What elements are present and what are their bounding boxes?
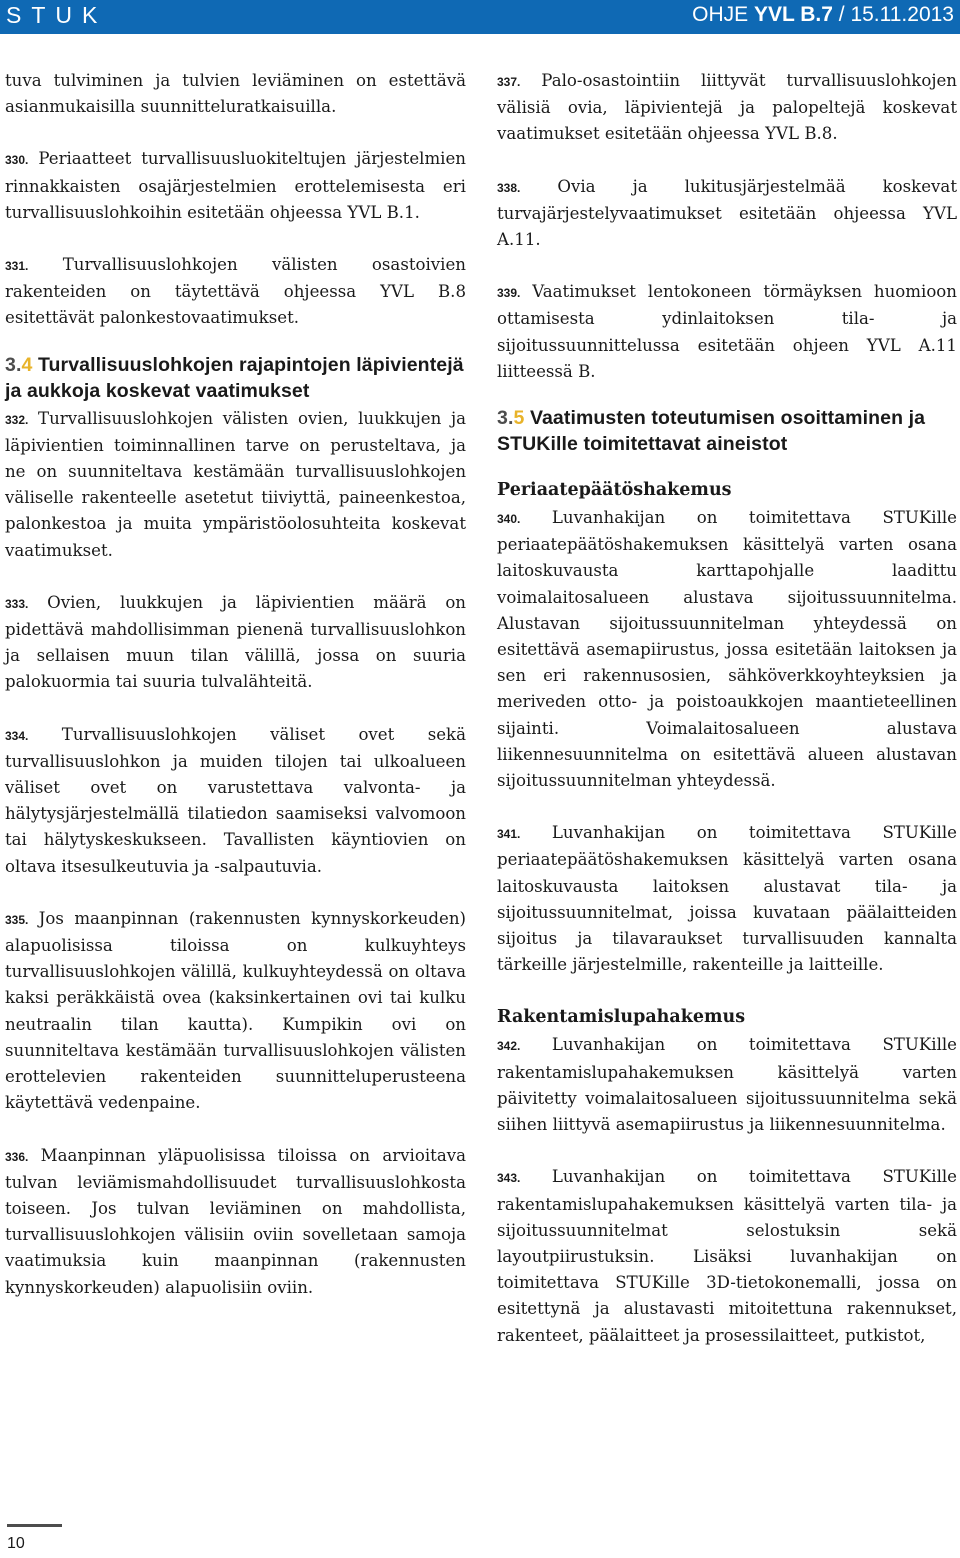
guide-reference: OHJE YVL B.7 / 15.11.2013 xyxy=(692,3,954,26)
right-column xyxy=(497,68,957,1353)
guide-code: YVL B.7 xyxy=(753,3,833,26)
paragraph-332: 332. Turvallisuuslohkojen välisten ovien, luukkujen ja läpivientien toiminnallinen tarve on perusteltava, ja ne on suunniteltava kestämään turvallisuuslohkojen väliselle rakenteelle asetetut tiiviyttä, paineenkestoa, palonkestoa ja muita ympäristöolosuhteita koskevat vaatimukset. xyxy=(5,408,466,560)
paragraph-338: 338. Ovia ja lukitusjärjestelmää koskevat turvajärjestelyvaatimukset esitetään ohjeessa YVL A.11. xyxy=(497,176,957,250)
paragraph-number: 335. xyxy=(5,912,29,927)
footer-rule xyxy=(7,1524,62,1527)
paragraph-334: 334. Turvallisuuslohkojen väliset ovet sekä turvallisuuslohkon ja muiden tilojen tai ulkoalueen väliset ovet on varustettava valvonta- ja hälytysjärjestelmällä tilatiedon saamiseksi valvomoon tai hälytyskeskukseen. Tavallisten käyntiovien on oltava itsesulkeutuvia ja -salpautuvia. xyxy=(5,724,466,876)
section-heading-3-4: 3.4 Turvallisuuslohkojen rajapintojen läpivientejä ja aukkoja koskevat vaatimukset xyxy=(5,353,464,402)
paragraph-335: 335. Jos maanpinnan (rakennusten kynnyskorkeuden) alapuolisissa tiloissa on kulkuyhteys turvallisuuslohkojen välillä, kulkuyhteydessä on oltava kaksi peräkkäistä ovea (kaksinkertainen ovi tai kulku neutraalin tilan kautta). Kumpikin ovi on suunniteltava kestämään turvallisuuslohkojen välisten erottelevien rakenteiden suunnitteluperusteena käytettävä vedenpaine. xyxy=(5,908,466,1113)
paragraph-number: 334. xyxy=(5,728,29,743)
paragraph-number: 332. xyxy=(5,412,29,427)
stuk-logo-text: STUK xyxy=(6,2,108,28)
paragraph-continuation: tuva tulviminen ja tulvien leviäminen on estettävä asianmukaisilla suunnitteluratkaisuilla. xyxy=(5,71,466,117)
paragraph-339: 339. Vaatimukset lentokoneen törmäyksen huomioon ottamisesta ydinlaitoksen tila- ja sijoitussuunnittelussa esitetään ohjeen YVL A.11 liitteessä B. xyxy=(497,282,957,381)
paragraph-333: 333. Ovien, luukkujen ja läpivientien määrä on pidettävä mahdollisimman pienenä turvallisuuslohkon ja sellaisen muun tilan välillä, jossa on suuria palokuormia tai suuria tulvalähteitä. xyxy=(5,592,466,692)
paragraph-number: 338. xyxy=(497,180,521,195)
paragraph-330: 330. Periaatteet turvallisuusluokiteltujen järjestelmien rinnakkaisten osajärjestelmien erottelemisesta eri turvallisuuslohkoihin esitetään ohjeessa YVL B.1. xyxy=(5,149,466,222)
paragraph-number: 330. xyxy=(5,153,29,168)
left-column xyxy=(5,68,466,1327)
paragraph-340: 340. Luvanhakijan on toimitettava STUKille periaatepäätöshakemuksen käsittelyä varten osana laitoskuvausta karttapohjalle laadittu voimalaitosalueen alustava sijoitussuunnitelma. Alustavan sijoitussuunnitelman yhteydessä on esitettävä asemapiirustus, jossa esitetään laitoksen ja sen eri rakennusosien, sähköverkkoyhteyksien ja meriveden otto- ja poistoaukkojen maantieteellinen sijainti. Voimalaitosalueen alustava liikennesuunnitelma on esitettävä alueen alustavan sijoitussuunnitelman yhteydessä. xyxy=(497,508,957,791)
paragraph-number: 341. xyxy=(497,827,521,842)
paragraph-341: 341. Luvanhakijan on toimitettava STUKille periaatepäätöshakemuksen käsittelyä varten osana laitoskuvausta laitoksen alustavat tila- ja sijoitussuunnitelmat, joissa kuvataan päälaitteiden sijoitus ja tilavaraukset turvallisuuden kannalta tärkeille järjestelmille, rakenteille ja laitteille. xyxy=(497,823,957,975)
paragraph-number: 340. xyxy=(497,512,521,527)
paragraph-342: 342. Luvanhakijan on toimitettava STUKille rakentamislupahakemuksen käsittelyä varten päivitetty voimalaitosalueen sijoitussuunnitelma sekä siihen liittyvä asemapiirustus ja liikennesuunnitelma. xyxy=(497,1035,957,1135)
paragraph-number: 333. xyxy=(5,596,29,611)
paragraph-343: 343. Luvanhakijan on toimitettava STUKille rakentamislupahakemuksen käsittelyä varten tila- ja sijoitussuunnitelmat selostuksin sekä layoutpiirustuksin. Lisäksi luvanhakijan on toimitettava STUKille 3D-tietokonemalli, jossa on esitettynä ja alustavasti mitoitettuna rakennukset, rakenteet, päälaitteet ja prosessilaitteet, putkistot, xyxy=(497,1167,957,1345)
paragraph-331: 331. Turvallisuuslohkojen välisten osastoivien rakenteiden on täytettävä ohjeessa YVL B.8 esitettävät palonkestovaatimukset. xyxy=(5,255,466,328)
paragraph-337: 337. Palo-osastointiin liittyvät turvallisuuslohkojen välisiä ovia, läpivientejä ja palopeltejä koskevat vaatimukset esitetään ohjeessa YVL B.8. xyxy=(497,71,957,144)
subheading-periaatepaatoshakemus: Periaatepäätöshakemus xyxy=(497,480,732,501)
section-heading-3-5: 3.5 Vaatimusten toteutumisen osoittaminen ja STUKille toimitettavat aineistot xyxy=(497,407,926,456)
paragraph-number: 337. xyxy=(497,75,521,89)
paragraph-number: 343. xyxy=(497,1171,521,1186)
paragraph-336: 336. Maanpinnan yläpuolisissa tiloissa on arvioitava tulvan leviämismahdollisuudet turvallisuuslohkosta toiseen. Jos tulvan leviäminen on mahdollista, turvallisuuslohkojen välisiin oviin sovelletaan samoja vaatimuksia kuin maanpinnan (rakennusten kynnyskorkeuden) alapuolisiin oviin. xyxy=(5,1145,466,1297)
paragraph-number: 342. xyxy=(497,1039,521,1054)
page-header xyxy=(0,0,960,34)
page-number: 10 xyxy=(7,1535,25,1552)
paragraph-number: 331. xyxy=(5,259,29,274)
paragraph-number: 339. xyxy=(497,286,521,301)
paragraph-number: 336. xyxy=(5,1149,29,1164)
subheading-rakentamislupahakemus: Rakentamislupahakemus xyxy=(497,1007,746,1028)
